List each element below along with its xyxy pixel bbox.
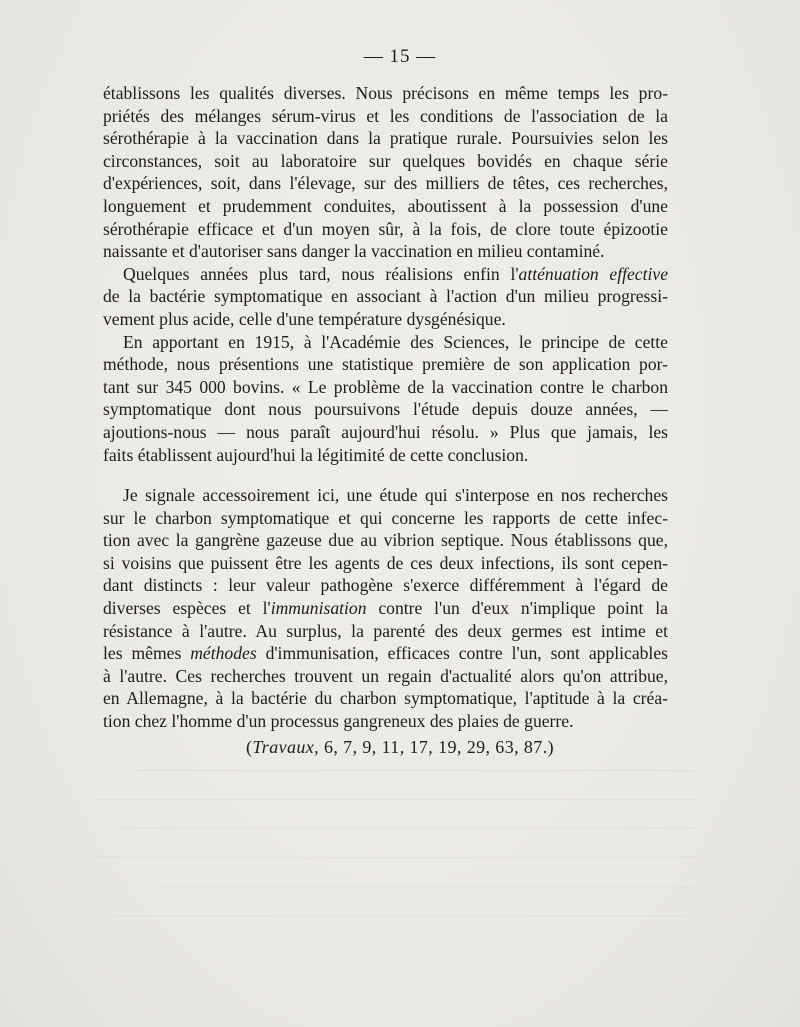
text-line: établissons les qualités diverses. Nous précisons en même temps les pro- xyxy=(103,83,668,103)
text-line: méthode, nous présentions une statistique première de son application por- xyxy=(103,354,668,375)
text-fragment: Quelques années plus tard, nous réalisions enfin l' xyxy=(123,263,519,284)
text-line: tion chez l'homme d'un processus gangreneux des plaies de guerre. xyxy=(103,710,574,731)
text-line: tion avec la gangrène gazeuse due au vibrion septique. Nous établissons que, xyxy=(103,530,668,551)
text-line xyxy=(103,263,668,286)
text-line: faits établissent aujourd'hui la légitimité de cette conclusion. xyxy=(103,444,529,465)
text-line xyxy=(103,597,668,620)
text-line: ajoutions-nous — nous paraît aujourd'hui résolu. » Plus que jamais, les xyxy=(103,421,668,442)
page-number: — 15 — xyxy=(363,46,437,67)
text-fragment: les mêmes xyxy=(103,643,191,664)
text-line: Je signale accessoirement ici, une étude qui s'interpose en nos recherches xyxy=(123,485,668,505)
references-label: Travaux, xyxy=(252,737,320,757)
text-line: sérothérapie à la vaccination dans la pratique rurale. Poursuivies selon les xyxy=(103,128,668,149)
text-fragment: d'immunisation, efficaces contre l'un, sont applicables xyxy=(256,643,668,664)
text-fragment: contre l'un d'eux n'implique point la xyxy=(366,597,668,618)
italic-term-methodes: méthodes xyxy=(190,643,257,664)
references-open-paren: ( xyxy=(245,737,253,757)
text-line: tant sur 345 000 bovins. « Le problème de la vaccination contre le charbon xyxy=(103,376,668,397)
text-line: circonstances, soit au laboratoire sur quelques bovidés en chaque série xyxy=(103,150,668,171)
references-numbers: 6, 7, 9, 11, 17, 19, 29, 63, 87.) xyxy=(319,737,555,757)
text-line: sérothérapie efficace et d'un moyen sûr, à la fois, de clore toute épizootie xyxy=(103,218,668,239)
text-line: sur le charbon symptomatique et qui concerne les rapports de cette infec- xyxy=(103,507,668,528)
italic-term-immunisation: immunisation xyxy=(270,597,367,618)
text-line: résistance à l'autre. Au surplus, la parenté des deux germes est intime et xyxy=(103,620,668,641)
show-through-texture xyxy=(95,770,695,926)
text-line: en Allemagne, à la bactérie du charbon symptomatique, l'aptitude à la créa- xyxy=(103,688,668,709)
paragraph-block-gangrene xyxy=(103,484,668,733)
text-line: symptomatique dont nous poursuivons l'étude depuis douze années, — xyxy=(103,399,668,420)
paragraph-block-serotherapy xyxy=(103,82,668,466)
text-line: En apportant en 1915, à l'Académie des Sciences, le principe de cette xyxy=(123,331,668,352)
text-line: vement plus acide, celle d'une température dysgénésique. xyxy=(103,308,506,329)
text-line: naissante et d'autoriser sans danger la vaccination en milieu contaminé. xyxy=(103,241,605,262)
references-citation xyxy=(0,737,800,758)
text-line: priétés des mélanges sérum-virus et les conditions de l'association de la xyxy=(103,105,668,126)
text-line: d'expériences, soit, dans l'élevage, sur des milliers de têtes, ces recherches, xyxy=(103,173,668,194)
text-line: à l'autre. Ces recherches trouvent un regain d'actualité alors qu'on attribue, xyxy=(103,665,668,686)
text-line xyxy=(103,642,668,665)
text-line: si voisins que puissent être les agents de ces deux infections, ils sont cepen- xyxy=(103,552,668,573)
italic-term-attenuation: atténuation effective xyxy=(518,263,669,284)
text-line: longuement et prudemment conduites, aboutissent à la possession d'une xyxy=(103,195,668,216)
text-fragment: diverses espèces et l' xyxy=(103,597,271,618)
text-line: dant distincts : leur valeur pathogène s'exerce différemment à l'égard de xyxy=(103,575,668,596)
text-line: de la bactérie symptomatique en associant à l'action d'un milieu progressi- xyxy=(103,286,668,307)
